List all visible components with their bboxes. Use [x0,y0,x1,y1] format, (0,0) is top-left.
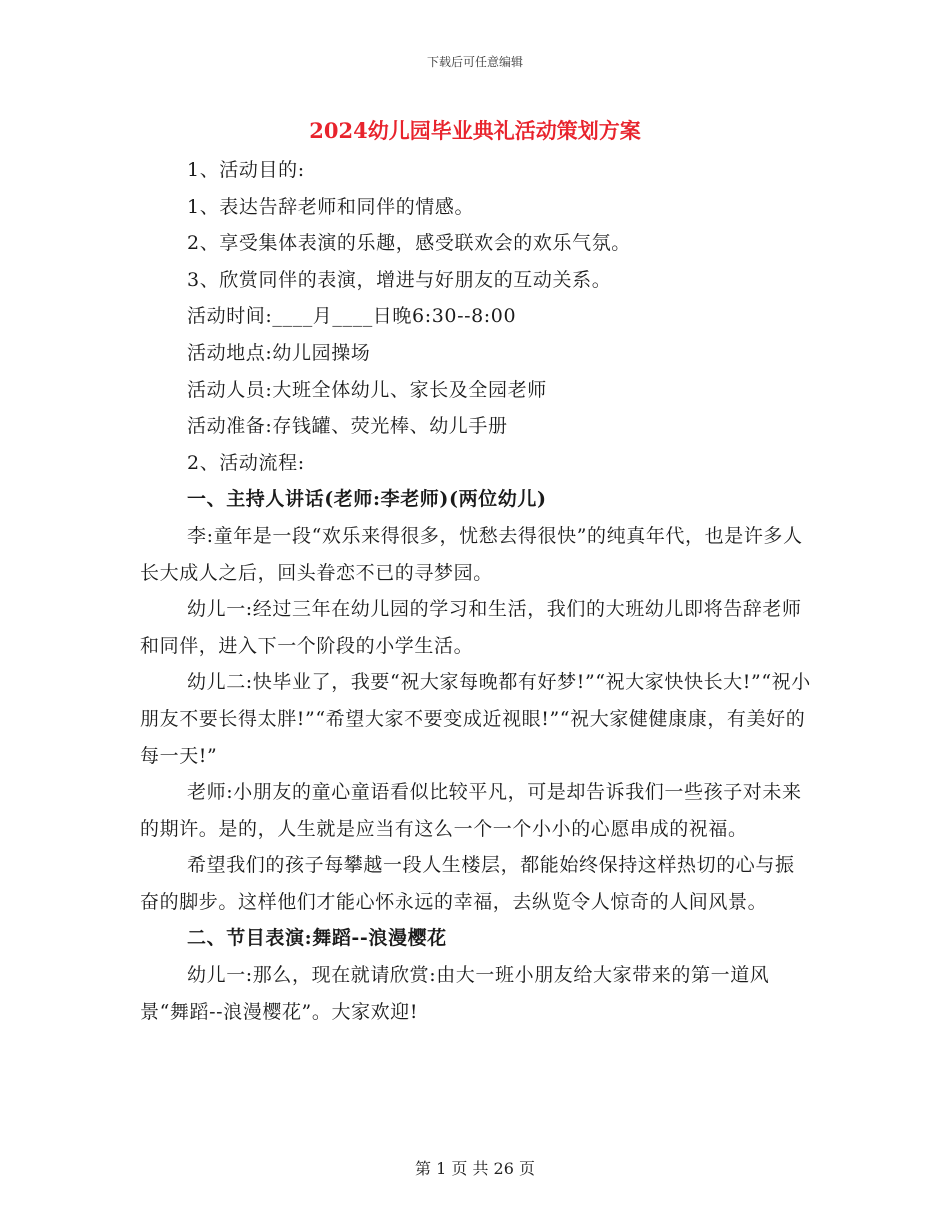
page-footer: 第 1 页 共 26 页 [415,1159,535,1178]
paragraph: 幼儿一:经过三年在幼儿园的学习和生活，我们的大班幼儿即将告辞老师和同伴，进入下一个阶段的小学生活。 [140,598,802,657]
paragraph: 希望我们的孩子每攀越一段人生楼层，都能始终保持这样热切的心与振奋的脚步。这样他们才能心怀永远的幸福，去纵览令人惊奇的人间风景。 [140,854,795,913]
paragraph: 活动地点:幼儿园操场 [187,341,371,364]
paragraph: 活动人员:大班全体幼儿、家长及全园老师 [187,378,547,401]
paragraph: 老师:小朋友的童心童语看似比较平凡，可是却告诉我们一些孩子对未来的期许。是的，人生就是应当有这么一个一个小小的心愿串成的祝福。 [140,781,802,840]
paragraph: 2、活动流程: [187,451,305,474]
section-heading: 一、主持人讲话(老师:李老师)(两位幼儿) [187,488,547,511]
paragraph: 1、表达告辞老师和同伴的情感。 [187,195,475,218]
paragraph: 2、享受集体表演的乐趣，感受联欢会的欢乐气氛。 [187,232,631,255]
document-body [140,152,812,1030]
paragraph: 1、活动目的: [187,159,305,181]
paragraph: 李:童年是一段“欢乐来得很多，忧愁去得很快”的纯真年代，也是许多人长大成人之后，回头眷恋不已的寻梦园。 [140,524,803,584]
paragraph: 活动准备:存钱罐、荧光棒、幼儿手册 [187,415,508,438]
paragraph: 幼儿一:那么，现在就请欣赏:由大一班小朋友给大家带来的第一道风景“舞蹈--浪漫樱花”。大家欢迎! [140,964,770,1023]
document-title: 2024幼儿园毕业典礼活动策划方案 [309,118,641,143]
section-heading: 二、节目表演:舞蹈--浪漫樱花 [187,927,447,950]
header-note: 下载后可任意编辑 [426,55,523,69]
paragraph: 幼儿二:快毕业了，我要“祝大家每晚都有好梦!”“祝大家快快长大!”“祝小朋友不要长得太胖!”“希望大家不要变成近视眼!”“祝大家健健康康，有美好的每一天!” [140,671,811,767]
paragraph: 3、欣赏同伴的表演，增进与好朋友的互动关系。 [187,268,612,291]
paragraph: 活动时间:____月____日晚6:30--8:00 [187,305,517,328]
